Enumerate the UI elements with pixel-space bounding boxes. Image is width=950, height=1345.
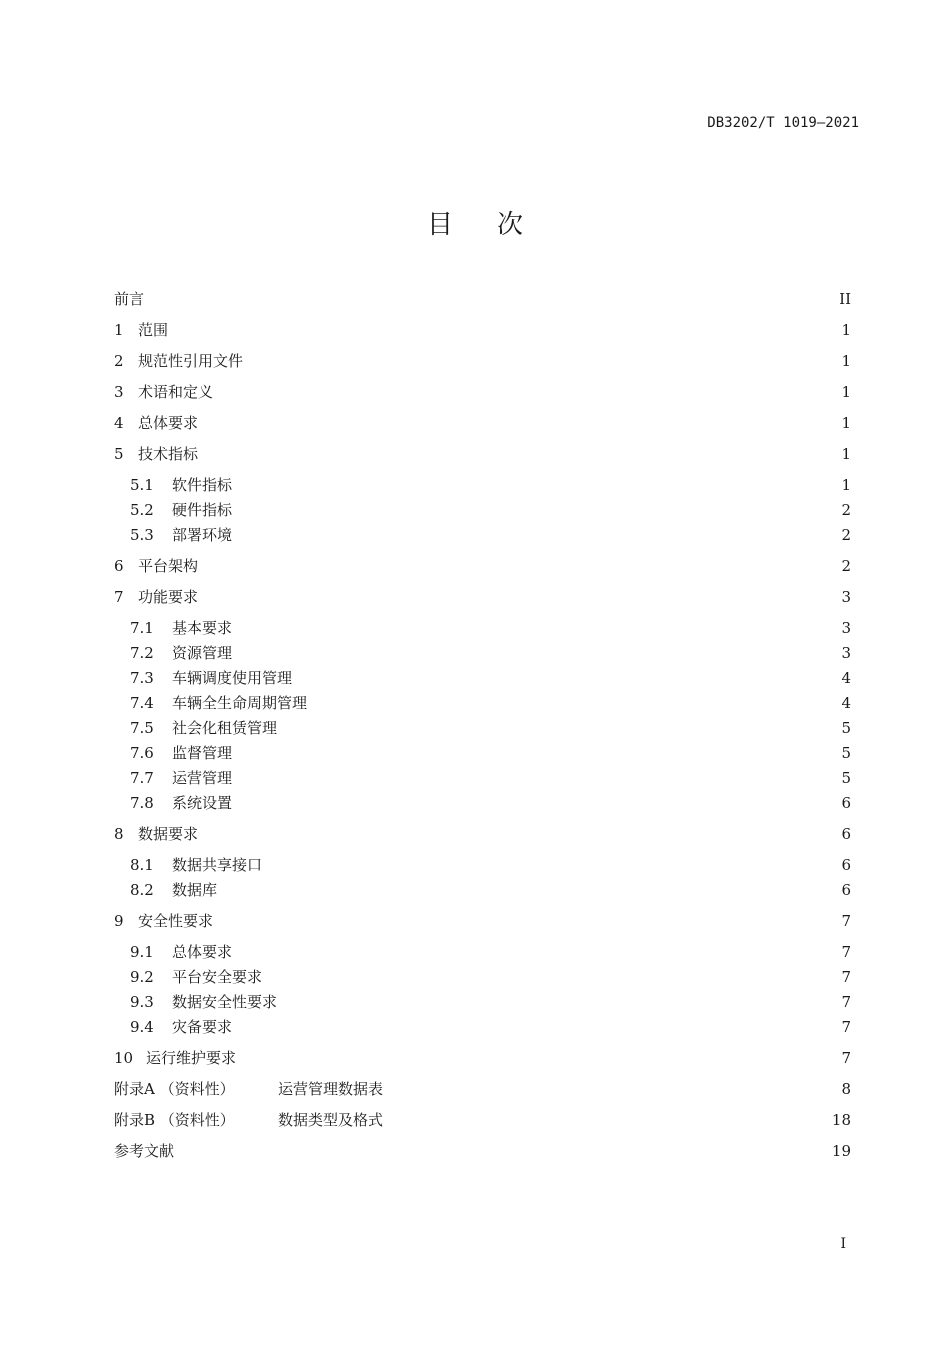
toc-entry[interactable]: [114, 879, 851, 901]
toc-entry[interactable]: [114, 742, 851, 764]
toc-entry-number: 附录B （资料性）: [114, 1111, 235, 1129]
toc-entry-label: 部署环境: [172, 526, 233, 544]
document-code: DB3202/T 1019—2021: [707, 115, 859, 131]
toc-entry-page: 1: [841, 445, 851, 463]
dot-leader: [238, 474, 835, 496]
toc-entry-label: 数据安全性要求: [172, 993, 278, 1011]
dot-leader: [204, 586, 835, 608]
toc-entry[interactable]: [114, 792, 851, 814]
toc-entry-label: 软件指标: [172, 476, 233, 494]
toc-entry-number: 6: [114, 557, 124, 575]
dot-leader: [389, 1078, 835, 1100]
toc-entry[interactable]: [114, 642, 851, 664]
toc-entry-label: 车辆全生命周期管理: [172, 694, 308, 712]
dot-leader: [238, 742, 835, 764]
toc-entry-number: 10: [114, 1049, 134, 1067]
toc-entry[interactable]: [114, 288, 851, 310]
dot-leader: [313, 692, 835, 714]
toc-entry-number: 8.1: [130, 856, 154, 874]
dot-leader: [204, 555, 835, 577]
toc-entry[interactable]: [114, 555, 851, 577]
dot-leader: [238, 642, 835, 664]
dot-leader: [242, 1047, 835, 1069]
toc-entry-label: 资源管理: [172, 644, 233, 662]
toc-entry[interactable]: [114, 443, 851, 465]
toc-entry-label: 基本要求: [172, 619, 233, 637]
toc-entry-label: 运营管理: [172, 769, 233, 787]
toc-entry-label: 安全性要求: [138, 912, 214, 930]
toc-entry-page: 4: [841, 669, 851, 687]
table-of-contents: [114, 0, 851, 1345]
toc-entry-page: 5: [841, 744, 851, 762]
toc-entry-page: 1: [841, 383, 851, 401]
toc-entry-page: 1: [841, 352, 851, 370]
toc-entry[interactable]: [114, 586, 851, 608]
toc-entry[interactable]: [114, 823, 851, 845]
toc-entry[interactable]: [114, 617, 851, 639]
toc-entry-label: 平台安全要求: [172, 968, 263, 986]
toc-entry[interactable]: [114, 1109, 851, 1131]
toc-entry-number: 5.2: [130, 501, 154, 519]
toc-entry-label: 运营管理数据表: [278, 1080, 384, 1098]
toc-entry[interactable]: [114, 941, 851, 963]
toc-entry-page: 1: [841, 414, 851, 432]
toc-entry-number: 附录A （资料性）: [114, 1080, 235, 1098]
toc-entry[interactable]: [114, 854, 851, 876]
toc-entry-page: 3: [841, 588, 851, 606]
toc-entry-page: 3: [841, 644, 851, 662]
toc-entry-number: 7.6: [130, 744, 154, 762]
toc-entry-label: 数据库: [172, 881, 218, 899]
toc-entry-number: 7.8: [130, 794, 154, 812]
toc-entry-number: 1: [114, 321, 124, 339]
toc-entry-page: 3: [841, 619, 851, 637]
toc-entry[interactable]: [114, 991, 851, 1013]
toc-entry[interactable]: [114, 412, 851, 434]
toc-entry-label: 范围: [138, 321, 169, 339]
toc-entry-page: 7: [841, 993, 851, 1011]
toc-entry-page: 8: [841, 1080, 851, 1098]
dot-leader: [268, 966, 835, 988]
toc-entry-page: 2: [841, 501, 851, 519]
page-title: 目次: [426, 210, 567, 240]
toc-entry-page: 7: [841, 968, 851, 986]
toc-entry-label: 数据类型及格式: [278, 1111, 384, 1129]
toc-entry-page: 2: [841, 526, 851, 544]
toc-entry-number: 7.3: [130, 669, 154, 687]
toc-entry-number: 9.2: [130, 968, 154, 986]
toc-entry-page: 6: [841, 881, 851, 899]
toc-entry-label: 数据要求: [138, 825, 199, 843]
toc-entry-number: 5.1: [130, 476, 154, 494]
toc-entry[interactable]: [114, 1016, 851, 1038]
page-number: I: [840, 1236, 846, 1252]
toc-entry-label: 硬件指标: [172, 501, 233, 519]
toc-entry-page: 7: [841, 1018, 851, 1036]
toc-entry[interactable]: [114, 910, 851, 932]
toc-entry-label: 运行维护要求: [146, 1049, 237, 1067]
dot-leader: [238, 1016, 835, 1038]
dot-leader: [238, 617, 835, 639]
toc-entry[interactable]: [114, 767, 851, 789]
toc-entry-page: 7: [841, 912, 851, 930]
toc-entry-page: 18: [831, 1111, 851, 1129]
toc-entry[interactable]: [114, 966, 851, 988]
toc-entry-number: 4: [114, 414, 124, 432]
toc-entry-page: 7: [841, 943, 851, 961]
toc-entry-label: 系统设置: [172, 794, 233, 812]
toc-entry[interactable]: [114, 499, 851, 521]
toc-entry-label: 功能要求: [138, 588, 199, 606]
toc-entry-page: 5: [841, 719, 851, 737]
toc-entry-page: 6: [841, 856, 851, 874]
toc-entry-page: 2: [841, 557, 851, 575]
dot-leader: [204, 443, 835, 465]
toc-entry-page: 4: [841, 694, 851, 712]
toc-entry-page: 5: [841, 769, 851, 787]
toc-entry-label: 术语和定义: [138, 383, 214, 401]
dot-leader: [389, 1109, 826, 1131]
toc-entry-label: 车辆调度使用管理: [172, 669, 293, 687]
toc-entry-page: 6: [841, 794, 851, 812]
toc-entry[interactable]: [114, 319, 851, 341]
dot-leader: [249, 350, 835, 372]
toc-entry-number: 9.4: [130, 1018, 154, 1036]
dot-leader: [219, 381, 835, 403]
toc-entry-page: 6: [841, 825, 851, 843]
toc-entry[interactable]: [114, 717, 851, 739]
toc-entry-number: 3: [114, 383, 124, 401]
dot-leader: [238, 941, 835, 963]
toc-entry[interactable]: [114, 381, 851, 403]
dot-leader: [180, 1140, 826, 1162]
toc-entry[interactable]: [114, 524, 851, 546]
toc-entry-label: 前言: [114, 290, 145, 308]
toc-entry-label: 总体要求: [172, 943, 233, 961]
toc-entry-label: 技术指标: [138, 445, 199, 463]
toc-entry[interactable]: [114, 1140, 851, 1162]
toc-entry-label: 监督管理: [172, 744, 233, 762]
toc-entry-number: 8.2: [130, 881, 154, 899]
dot-leader: [238, 524, 835, 546]
dot-leader: [283, 991, 835, 1013]
dot-leader: [204, 823, 835, 845]
toc-entry-label: 社会化租赁管理: [172, 719, 278, 737]
toc-entry-number: 9: [114, 912, 124, 930]
dot-leader: [238, 792, 835, 814]
toc-entry-label: 平台架构: [138, 557, 199, 575]
dot-leader: [238, 767, 835, 789]
dot-leader: [238, 499, 835, 521]
toc-entry-number: 7.5: [130, 719, 154, 737]
toc-entry-number: 5.3: [130, 526, 154, 544]
toc-entry-label: 总体要求: [138, 414, 199, 432]
toc-entry-label: 参考文献: [114, 1142, 175, 1160]
toc-entry-number: 5: [114, 445, 124, 463]
toc-entry-label: 数据共享接口: [172, 856, 263, 874]
dot-leader: [204, 412, 835, 434]
toc-entry[interactable]: [114, 474, 851, 496]
toc-entry-number: 7: [114, 588, 124, 606]
toc-entry-number: 7.4: [130, 694, 154, 712]
dot-leader: [174, 319, 835, 341]
toc-entry-number: 9.1: [130, 943, 154, 961]
dot-leader: [150, 288, 833, 310]
toc-entry-label: 规范性引用文件: [138, 352, 244, 370]
toc-entry[interactable]: [114, 1078, 851, 1100]
dot-leader: [283, 717, 835, 739]
toc-entry-number: 9.3: [130, 993, 154, 1011]
dot-leader: [223, 879, 835, 901]
toc-entry-page: 1: [841, 476, 851, 494]
dot-leader: [268, 854, 835, 876]
dot-leader: [219, 910, 835, 932]
toc-entry-page: 19: [831, 1142, 851, 1160]
toc-entry[interactable]: [114, 667, 851, 689]
toc-entry-page: II: [839, 290, 851, 308]
toc-entry-page: 7: [841, 1049, 851, 1067]
toc-entry-number: 8: [114, 825, 124, 843]
toc-entry-label: 灾备要求: [172, 1018, 233, 1036]
toc-entry-number: 7.1: [130, 619, 154, 637]
toc-entry[interactable]: [114, 1047, 851, 1069]
toc-entry[interactable]: [114, 692, 851, 714]
toc-entry[interactable]: [114, 350, 851, 372]
toc-entry-number: 2: [114, 352, 124, 370]
toc-entry-number: 7.7: [130, 769, 154, 787]
toc-entry-number: 7.2: [130, 644, 154, 662]
toc-entry-page: 1: [841, 321, 851, 339]
dot-leader: [298, 667, 835, 689]
